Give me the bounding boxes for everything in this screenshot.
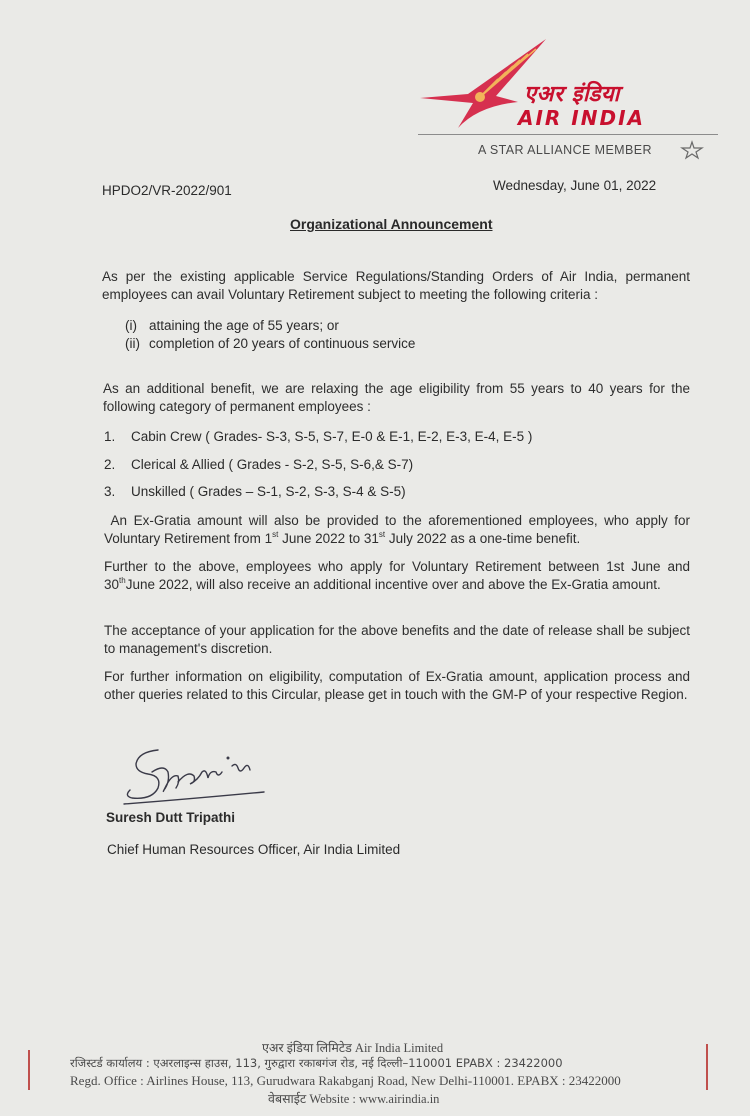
incentive-sup: th: [119, 576, 126, 585]
signatory-name: Suresh Dutt Tripathi: [106, 810, 236, 825]
acceptance-paragraph: The acceptance of your application for the above benefits and the date of release shall be subject to management's discretion.: [104, 623, 690, 656]
incentive-text-2: June 2022, will also receive an additional incentive over and above the Ex-Gratia amount.: [125, 577, 661, 592]
ex-gratia-sup-1: st: [272, 530, 279, 539]
reference-number: HPDO2/VR-2022/901: [102, 183, 232, 198]
category-item: [104, 457, 413, 472]
company-name: AIR INDIA: [518, 106, 645, 130]
criteria-item: [125, 318, 339, 333]
signatory-title: Chief Human Resources Officer, Air India Limited: [107, 842, 401, 857]
letterhead-divider: [418, 134, 718, 135]
further-info-paragraph: For further information on eligibility, computation of Ex-Gratia amount, application process and other queries related to this Circular, please get in touch with the GM-P of your respective Region.: [104, 669, 690, 702]
announcement-date: Wednesday, June 01, 2022: [493, 178, 657, 193]
footer-left-rule: [28, 1050, 30, 1090]
category-item: [104, 429, 532, 444]
company-name-hindi: एअर इंडिया: [524, 82, 620, 107]
ex-gratia-text-3: July 2022 as a one-time benefit.: [385, 531, 581, 546]
category-number: 2.: [104, 457, 116, 472]
criteria-text: completion of 20 years of continuous service: [149, 336, 416, 351]
criteria-number: (i): [125, 318, 137, 333]
footer-office-hindi: रजिस्टर्ड कार्यालय : एअरलाइन्स हाउस, 113, गुरुद्वारा रकाबगंज रोड, नई दिल्ली–110001 EPABX : 23422000: [70, 1056, 563, 1070]
category-number: 1.: [104, 429, 116, 444]
intro-paragraph: As per the existing applicable Service Regulations/Standing Orders of Air India, permanent employees can avail Voluntary Retirement subject to meeting the following criteria :: [102, 269, 690, 302]
category-number: 3.: [104, 484, 116, 499]
ex-gratia-text-1: An Ex-Gratia amount will also be provided to the aforementioned employees, who apply for Voluntary Retirement from 1: [104, 513, 690, 546]
additional-benefit-paragraph: As an additional benefit, we are relaxing the age eligibility from 55 years to 40 years for the following category of permanent employees :: [103, 381, 690, 414]
criteria-item: [125, 336, 415, 351]
page-title: Organizational Announcement: [290, 216, 493, 232]
footer-company: एअर इंडिया लिमिटेड Air India Limited: [262, 1041, 444, 1055]
signature-image: [118, 742, 268, 808]
category-text: Clerical & Allied ( Grades - S-2, S-5, S-6,& S-7): [131, 457, 414, 472]
footer-website: वेबसाईट Website : www.airindia.in: [268, 1092, 440, 1106]
category-text: Cabin Crew ( Grades- S-3, S-5, S-7, E-0 & E-1, E-2, E-3, E-4, E-5 ): [131, 429, 533, 444]
star-alliance-icon: [678, 140, 706, 160]
ex-gratia-text-2: June 2022 to 31: [278, 531, 379, 546]
incentive-paragraph: [104, 558, 690, 594]
alliance-text: A STAR ALLIANCE MEMBER: [478, 143, 652, 157]
footer-right-rule: [706, 1044, 708, 1090]
ex-gratia-paragraph: [104, 512, 690, 548]
category-item: [104, 484, 406, 499]
incentive-text-1: Further to the above, employees who apply for Voluntary Retirement between 1st June and 30: [104, 559, 690, 592]
criteria-text: attaining the age of 55 years; or: [149, 318, 339, 333]
ex-gratia-sup-2: st: [378, 530, 386, 539]
category-text: Unskilled ( Grades – S-1, S-2, S-3, S-4 & S-5): [131, 484, 406, 499]
criteria-number: (ii): [125, 336, 140, 351]
footer-office-english: Regd. Office : Airlines House, 113, Gurudwara Rakabganj Road, New Delhi-110001. EPABX : 23422000: [70, 1073, 621, 1088]
